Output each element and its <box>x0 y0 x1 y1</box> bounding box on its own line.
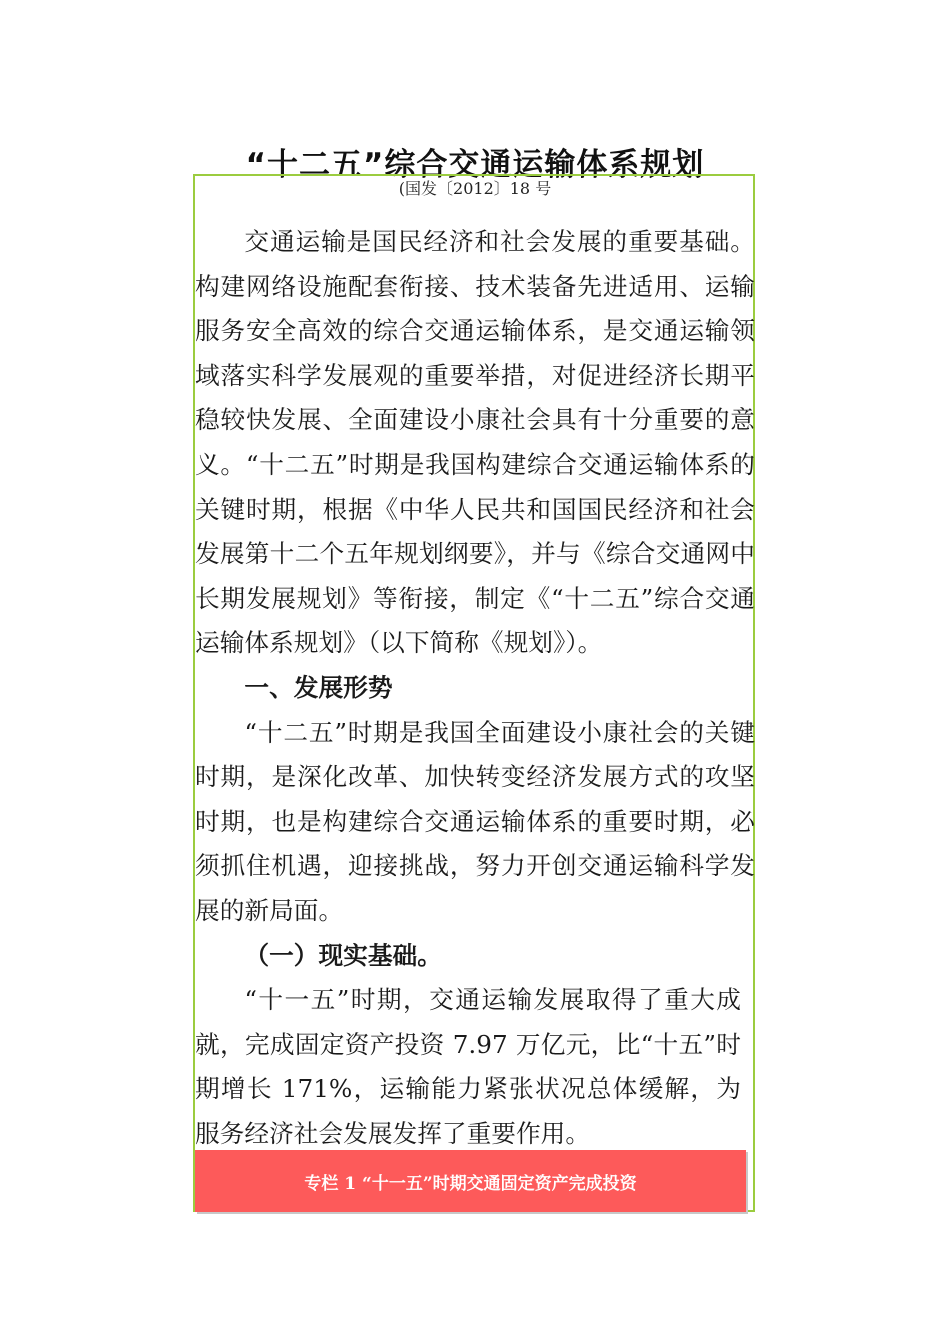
section-paragraph: “十二五”时期是我国全面建设小康社会的关键时期，是深化改革、加快转变经济发展方式的攻坚时期，也是构建综合交通运输体系的重要时期，必须抓住机遇，迎接挑战，努力开创交通运输科学发展的新局面。 <box>195 717 755 925</box>
document-title: “十二五”综合交通运输体系规划 <box>245 146 705 183</box>
intro-paragraph: 交通运输是国民经济和社会发展的重要基础。构建网络设施配套衔接、技术装备先进适用、运输服务安全高效的综合交通运输体系，是交通运输领域落实科学发展观的重要举措，对促进经济长期平稳较快发展、全面建设小康社会具有十分重要的意义。“十二五”时期是我国构建综合交通运输体系的关键时期，根据《中华人民共和国国民经济和社会发展第十二个五年规划纲要》，并与《综合交通网中长期发展规划》等衔接，制定《“十二五”综合交通运输体系规划》（以下简称《规划》）。 <box>195 227 755 658</box>
column-banner <box>195 1150 746 1212</box>
subsection-heading-realistic-basis: （一）现实基础。 <box>244 940 442 970</box>
document-number: (国发〔2012〕18 号 <box>398 179 552 198</box>
subsection-paragraph: “十一五”时期，交通运输发展取得了重大成就，完成固定资产投资 7.97 万亿元，比“十五”时期增长 171%，运输能力紧张状况总体缓解，为服务经济社会发展发挥了重要作用。 <box>195 985 741 1148</box>
column-banner-label: 专栏 1 “十一五”时期交通固定资产完成投资 <box>304 1173 637 1194</box>
section-heading-development-situation: 一、发展形势 <box>244 672 393 702</box>
document-body <box>195 220 755 1156</box>
